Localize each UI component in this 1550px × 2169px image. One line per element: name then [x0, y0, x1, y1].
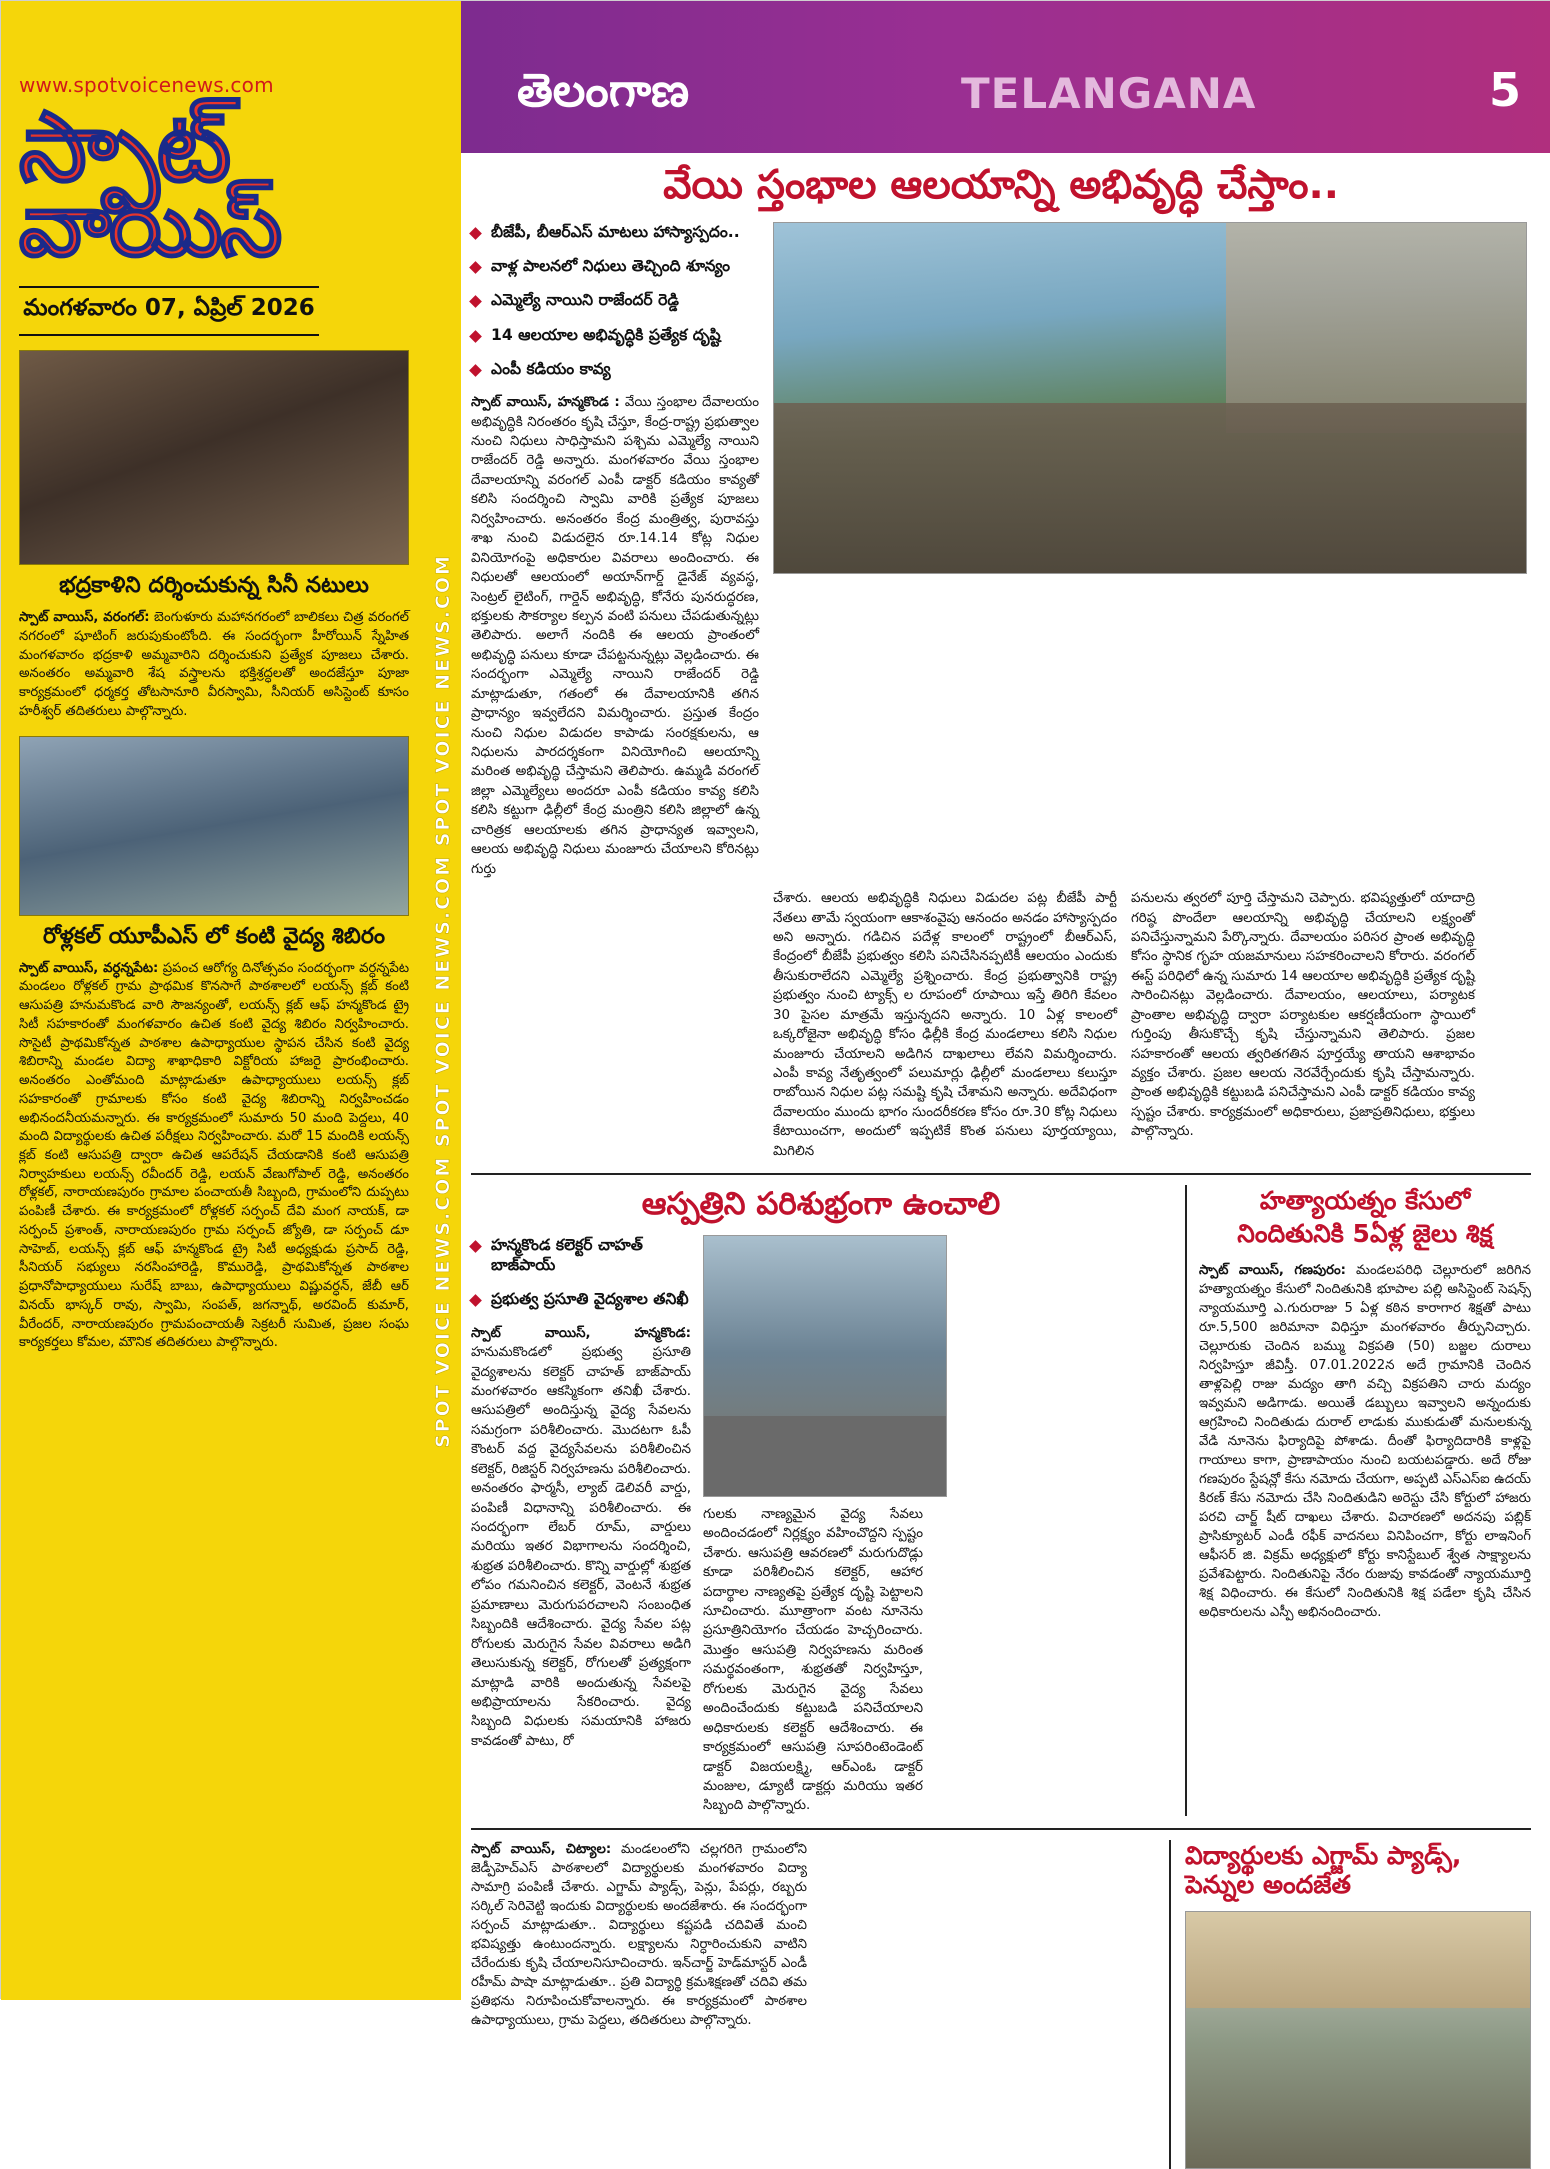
court-story [1185, 1185, 1531, 1816]
story-body: మండలపరిధి చెల్లూరులో జరిగిన హత్యాయత్నం కేసులో నిందితునికి భూపాల పల్లి అసిస్టెంట్ సెషన్స్ న్యాయమూర్తి ఎ.గురురాజు 5 ఏళ్ల కఠిన కారాగార శిక్షతో పాటు రూ.5,500 జరిమానా విధిస్తూ మంగళవారం తీర్పునిచ్చారు. చెల్లూరుకు చెందిన బమ్ము విక్రపతి (50) బజ్జల దురాలు నిర్వహిస్తూ జీవిస్తీ. 07.01.2022న అదే గ్రామానికి చెందిన తాళ్లపెల్లి రాజు మద్యం తాగి వచ్చి విక్రపతిని చారు మద్యం ఇవ్వమని అడిగాడు. అయితే డబ్బులు ఇవ్వాలని అన్నందుకు ఆగ్రహించి నిందితుడు దురాల్ లాడుకు ముకుడుతో మనులకున్న వేడి నూనెను ఫిర్యాదిపై పోశాడు. దీంతో ఫిర్యాదిదారికి కాళ్లపై గాయాలు కాగా, ప్రాణాపాయం నుంచి బయటపడ్డారు. అదే రోజు గణపురం స్టేషన్లో కేసు నమోదు చేయగా, అప్పటి ఎస్ఎస్ఐ ఉదయ్ కిరణ్ కేసు నమోదు చేసి నిందితుడిని అరెస్టు చేసి కోర్టులో హాజరు పరచి చార్జ్ షీట్ దాఖలు చేశారు. విచారణలో అదనపు పబ్లిక్ ప్రాసిక్యూటర్ ఎండీ రఫీక్ వాదనలు వినిపించగా, కోర్టు లాఇనింగ్ ఆఫీసర్ జి. విక్రమ్ అధ్యక్షులో కోర్టు కానిస్టేబుల్ శ్వేత సాక్ష్యాలను ప్రవేశపెట్టారు. నిందితునిపై నేరం రుజువు కావడంతో న్యాయమూర్తి శిక్ష విధించారు. ఈ కేసులో నిందితునికి శిక్ష పడేలా కృషి చేసిన అధికారులను ఎస్పీ అభినందించారు. [1199, 1262, 1531, 1620]
photo-eye-camp [19, 736, 409, 916]
main-content [461, 1, 1550, 2028]
story-body: వేయి స్తంభాల దేవాలయం అభివృద్ధికి నిరంతరం కృషి చేస్తూ, కేంద్ర-రాష్ట్ర ప్రభుత్వాల నుంచి నిధులు సాధిస్తామని పశ్చిమ ఎమ్మెల్యే నాయిని రాజేందర్ రెడ్డి అన్నారు. మంగళవారం వేయి స్తంభాల దేవాలయాన్ని వరంగల్ ఎంపీ డాక్టర్ కడియం కావ్యతో కలిసి సందర్శించి స్వామి వారికి ప్రత్యేక పూజలు నిర్వహించారు. అనంతరం కేంద్ర మంత్రిత్వ, పురావస్తు శాఖ నుంచి విడుదలైన రూ.14.14 కోట్ల నిధుల వినియోగంపై అధికారుల వివరాలు అందించారు. ఈ నిధులతో ఆలయంలో అయాన్‌గార్డ్ డైనేజ్ వ్యవస్థ, సెంట్రల్ లైటింగ్, గార్డెన్ అభివృద్ధి, కోనేరు పునరుద్ధరణ, భక్తులకు సౌకర్యాల కల్పన వంటి పనులు చేపడుతున్నట్లు తెలిపారు. అలాగే నందికి ఈ ఆలయ ప్రాంతంలో అభివృద్ధి పనులు కూడా చేపట్టనున్నట్లు వెల్లడించారు. ఈ సందర్భంగా ఎమ్మెల్యే నాయిని రాజేందర్ రెడ్డి మాట్లాడుతూ, గతంలో ఈ దేవాలయానికి తగిన ప్రాధాన్యం ఇవ్వలేదని విమర్శించారు. ప్రస్తుత కేంద్రం నుంచి నిధుల విడుదల కాపాడు సంరక్షకులను, ఆ నిధులను పారదర్శకంగా వినియోగించి ఆలయాన్ని మరింత అభివృద్ధి చేస్తామని తెలిపారు. ఉమ్మడి వరంగల్ జిల్లా ఎమ్మెల్యేలు అందరూ ఎంపీ కడియం కావ్య కలిసి కలిసి కట్టుగా ఢిల్లీలో కేంద్ర మంత్రిని కలిసి జిల్లాలో ఉన్న చారిత్రక ఆలయాలకు తగిన ప్రాధాన్యత ఇవ్వాలని, ఆలయ అభివృద్ధి నిధులు మంజూరు చేయాలని కోరినట్లు గుర్తు [471, 395, 759, 877]
byline: స్పాట్ వాయిస్, హన్మకొండ : [471, 395, 620, 411]
page-header-band [461, 1, 1550, 153]
school-text [471, 1840, 807, 2030]
page-number: 5 [1488, 63, 1521, 117]
hospital-headline: ఆస్పత్రిని పరిశుభ్రంగా ఉంచాలి [641, 1186, 1001, 1223]
lead-spacer [471, 889, 759, 1161]
school-right [1185, 1840, 1531, 2169]
list-item: ఎమ్మెల్యే నాయిని రాజేందర్ రెడ్డి [471, 290, 759, 310]
masthead-line-1: స్పాట్ [19, 91, 229, 203]
court-headline-line-1: హత్యాయత్నం కేసులో [1259, 1186, 1471, 1216]
list-item: 14 ఆలయాల అభివృద్ధికి ప్రత్యేక దృష్టి [471, 325, 759, 345]
left-sidebar [1, 1, 461, 2000]
header-title-telugu: తెలంగాణ [517, 63, 690, 117]
photo-students [1185, 1911, 1531, 2169]
masthead [19, 91, 407, 277]
byline: స్పాట్ వాయిస్, హన్మకొండ: [471, 1325, 691, 1341]
list-item: ప్రభుత్వ ప్రసూతి వైద్యశాల తనిఖీ [471, 1289, 691, 1309]
school-columns [471, 1840, 1157, 2030]
photo-bhadrakali [19, 350, 409, 565]
story-body: బెంగుళూరు మహానగరంలో బాలికలు చిత్ర వరంగల్ నగరంలో షూటింగ్ జరుపుకుంటోంది. ఈ సందర్భంగా హీరోయిన్ స్నేహిత మంగళవారం భద్రకాళి అమ్మవారిని దర్శించుకుని ప్రత్యేక పూజలు చేశారు. అనంతరం అమ్మవారి శేష వస్త్రాలను భక్తిశ్రద్ధలతో అందజేస్తూ పూజా కార్యక్రమంలో ధర్మకర్త తోటసానూరి వీరస్వామి, సీనియర్ అసిస్టెంట్ కూసం హరీశ్వర్ తదితరులు పాల్గొన్నారు. [19, 610, 409, 719]
divider-2 [471, 1828, 1531, 1830]
lead-headline: వేయి స్తంభాల ఆలయాన్ని అభివృద్ధి చేస్తాం.. [663, 162, 1339, 208]
story-body: మండలంలోని చల్లగరిగె గ్రామంలోని జెడ్పీహెచ్ఎస్ పాఠశాలలో విద్యార్థులకు మంగళవారం విద్యా సామాగ్రి పంపిణీ చేశారు. ఎగ్జామ్ ప్యాడ్స్, పెన్లు, పేపర్లు, రబ్బరు సర్కిల్ సెరివెట్టి ఇందుకు విద్యార్థులకు అందజేశారు. ఈ సందర్భంగా సర్పంచ్ మాట్లాడుతూ.. విద్యార్థులు కష్టపడి చదివితే మంచి భవిష్యత్తు ఉంటుందన్నారు. లక్ష్యాలను నిర్ధారించుకుని వాటిని చేరేందుకు కృషి చేయాలనిసూచించారు. ఇన్‌చార్జ్ హెడ్‌మాస్టర్ ఎండీ రహీమ్ పాషా మాట్లాడుతూ.. ప్రతి విద్యార్థి క్రమశిక్షణతో చదివి తమ ప్రతిభను నిరూపించుకోవాలన్నారు. ఈ కార్యక్రమంలో పాఠశాల ఉపాధ్యాయులు, గ్రామ పెద్దలు, తదితరులు పాల్గొన్నారు. [471, 1841, 807, 2028]
hospital-col-2 [703, 1235, 923, 1816]
byline: స్పాట్ వాయిస్, చిట్యాల: [471, 1841, 612, 1857]
lead-bullet-list [471, 222, 759, 379]
photo-caption-eye-camp: రోళ్లకల్ యూపీఎస్ లో కంటి వైద్య శిబిరం [42, 923, 386, 949]
third-section [471, 1840, 1531, 2169]
vertical-watermark-text: SPOT VOICE NEWS.COM SPOT VOICE NEWS.COM SPOT VOICE NEWS.COM [432, 553, 454, 1448]
story-body: ప్రపంచ ఆరోగ్య దినోత్సవం సందర్భంగా వర్ధన్నపేట మండలం రోళ్లకల్ గ్రామ ప్రాథమిక కొనసాగే పాఠశాలలో లయన్స్ క్లబ్ కంటి ఆసుపత్రి హనుమకొండ వారి సౌజన్యంతో, లయన్స్ క్లబ్ ఆఫ్ హన్మకొండ ట్రై సిటీ సహకారంతో మంగళవారం ఉచిత కంటి వైద్య శిబిరం నిర్వహించారు. సొసైటీ ప్రాథమికోన్నత పాఠశాల ఉపాధ్యాయుల స్థాపన చేసిన కంటి వైద్య శిబిరాన్ని మండల విద్యా శాఖాధికారి విక్టోరియ హాజరై ప్రారంభించారు. అనంతరం ఎంతోమంది మాట్లాడుతూ ఉపాధ్యాయులు లయన్స్ క్లబ్ సహకారంతో గ్రామాలకు కోసం కంటి వైద్య శిబిరాన్ని నిర్వహించడం అభినందనీయమన్నారు. ఈ కార్యక్రమంలో సుమారు 50 మంది పెద్దలు, 40 మంది విద్యార్థులకు ఉచిత పరీక్షలు నిర్వహించారు. మరో 15 మందికి లయన్స్ క్లబ్ కంటి ఆసుపత్రి ద్వారా ఉచిత ఆపరేషన్ చేయడానికి కంటి ఆసుపత్రి నిర్వాహకులు లయన్స్ రవీందర్ రెడ్డి, లయన్ వేణుగోపాల్ రెడ్డి, అనంతరం రోళ్లకల్, నారాయణపురం గ్రామాల పంచాయతీ సిబ్బంది, గ్రామంలోని దుప్పటు పంపిణీ చేశారు. ఈ కార్యక్రమంలో రోళ్లకల్ సర్పంచ్ దేవి మంగ నాయక్, డా సర్పంచ్ ప్రశాంత్, నారాయణపురం గ్రామ సర్పంచ్ జ్యోతి, డా సర్పంచ్ డూ సాహెబ్, లయన్స్ క్లబ్ ఆఫ్ హన్మకొండ ట్రై సిటీ అధ్యక్షుడు ప్రసాద్ రెడ్డి, సీనియర్ సభ్యులు నరసింహారెడ్డి, కొమురెడ్డి, ప్రాథమికోన్నత పాఠశాల ప్రధానోపాధ్యాయులు సురేష్ బాబు, ఉపాధ్యాయులు విష్ణువర్ధన్, జేబీ ఆర్ వినయ్ భాస్కర్ రావు, స్వామి, సంపత్, జగన్నాథ్, అరవింద్ కుమార్, వీరేందర్, నారాయణపురం గ్రామపంచాయతీ సెక్రటరీ సుమిత, ప్రజల సంఘ కార్యకర్తలు కోమల, మౌనిక తదితరులు పాల్గొన్నారు. [19, 960, 410, 1351]
photo-crowd [774, 403, 1527, 573]
lead-column-3: పనులను త్వరలో పూర్తి చేస్తామని చెప్పారు. భవిష్యత్తులో యాదాద్రి గరిష్ఠ పొందేలా ఆలయాన్ని అభివృద్ధి చేయాలని లక్ష్యంతో పనిచేస్తున్నామని పేర్కొన్నారు. దేవాలయం పరిసర ప్రాంత అభివృద్ధి కోసం స్థానిక గృహ యజమానులు సహకరించాలని కోరారు. వరంగల్ ఈస్ట్ పరిధిలో ఉన్న సుమారు 14 ఆలయాల అభివృద్ధికి ప్రత్యేక దృష్టి సారించినట్లు వెల్లడించారు. దేవాలయం, ఆలయాలు, పర్యాటక ప్రాంతాల అభివృద్ధి ద్వారా పర్యాటకుల ఆకర్షణీయంగా స్థాయిలో గుర్తింపు తీసుకొచ్చే కృషి చేస్తున్నామని తెలిపారు. ప్రజల సహకారంతో ఆలయ త్వరితగతిన పూర్తయ్యే తాయని ఆశాభావం వ్యక్తం చేశారు. ప్రజల ఆలయ నెరవేర్చేందుకు కృషి చేస్తామన్నారు. ప్రాంత అభివృద్ధికి కట్టుబడి పనిచేస్తామని ఎంపీ డాక్టర్ కడియం కావ్య స్పష్టం చేశారు. కార్యక్రమంలో అధికారులు, ప్రజాప్రతినిధులు, భక్తులు పాల్గొన్నారు. [1131, 891, 1475, 1140]
photo-temple-structure [1226, 223, 1526, 433]
hospital-col-1 [471, 1235, 691, 1816]
list-item: వాళ్ల పాలనలో నిధులు తెచ్చింది శూన్యం [471, 256, 759, 276]
byline: స్పాట్ వాయిస్, వరంగల్: [19, 610, 150, 626]
photo-road [704, 1416, 946, 1496]
publication-date: మంగళవారం 07, ఏప్రిల్ 2026 [19, 286, 319, 336]
hospital-bullet-list [471, 1235, 691, 1310]
byline: స్పాట్ వాయిస్, గణపురం: [1199, 1262, 1346, 1278]
story-text-bhadrakali [19, 609, 409, 721]
school-headline: విద్యార్థులకు ఎగ్జామ్ ప్యాడ్స్, పెన్నుల అందజేత [1185, 1840, 1462, 1899]
list-item: హన్మకొండ కలెక్టర్ చాహత్ బాజ్‌పాయ్ [471, 1235, 691, 1276]
divider [471, 1173, 1531, 1175]
hospital-text-2: గులకు నాణ్యమైన వైద్య సేవలు అందించడంలో నిర్లక్ష్యం వహించొద్దని స్పష్టం చేశారు. ఆసుపత్రి ఆవరణలో మరుగుదొడ్లు కూడా పరిశీలించిన కలెక్టర్, ఆహార పదార్థాల నాణ్యతపై ప్రత్యేక దృష్టి పెట్టాలని సూచించారు. మూత్రాంగా వంట నూనెను ప్రసూత్రినియోగం చేయడం హెచ్చరించారు. మొత్తం ఆసుపత్రి నిర్వహణను మరింత సమర్థవంతంగా, శుభ్రతతో నిర్వహిస్తూ, రోగులకు మెరుగైన వైద్య సేవలు అందించేందుకు కట్టుబడి పనిచేయాలని అధికారులకు కలెక్టర్ ఆదేశించారు. ఈ కార్యక్రమంలో ఆసుపత్రి సూపరింటెండెంట్ డాక్టర్ విజయలక్ష్మి, ఆర్ఎంఓ డాక్టర్ మంజుల, డ్యూటీ డాక్టర్లు మరియు ఇతర సిబ్బంది పాల్గొన్నారు. [703, 1506, 923, 1814]
lead-column-1 [471, 393, 759, 879]
second-section [471, 1185, 1531, 1816]
story-text-eye-camp [19, 960, 409, 1353]
photo-caption-bhadrakali: భద్రకాళిని దర్శించుకున్న సినీ నటులు [59, 573, 369, 599]
masthead-line-2: వాయిస్ [19, 173, 281, 277]
lead-bottom-row [471, 889, 1531, 1161]
header-title-english: TELANGANA [961, 69, 1257, 118]
lead-column-2: చేశారు. ఆలయ అభివృద్ధికి నిధులు విడుదల పట్ల బీజేపీ పార్టీ నేతలు తామే స్వయంగా ఆకాశంవైపు ఆనందం అనడం హాస్యాస్పదం అని అన్నారు. గడిచిన పదేళ్ల కాలంలో రాష్ట్రంలో బీఆర్ఎస్, కేంద్రంలో బీజేపీ ప్రభుత్వం కలిసి పనిచేసినప్పటికీ ఆలయం ఎందుకు తీసుకురాలేదని ఎమ్మెల్యే ప్రశ్నించారు. కేంద్ర ప్రభుత్వానికి రాష్ట్ర ప్రభుత్వం నుంచి ట్యాక్స్ ల రూపంలో రూపాయి ఇస్తే తిరిగి కేవలం 30 పైసల మాత్రమే ఇస్తున్నదని అన్నారు. 10 ఏళ్ల కాలంలో ఒక్కరోజైనా అభివృద్ధి కోసం ఢిల్లీకి కేంద్ర మండలాలు కలిసి నిధుల మంజూరు చేయాలని అడిగిన దాఖలాలు లేవని విమర్శించారు. ఎంపీ కావ్య నేతృత్వంలో పలుమార్లు ఢిల్లీలో మండలాలు కలుస్తూ రాబోయిన నిధుల పట్ల సమష్టి కృషి చేశామని అన్నారు. అదేవిధంగా దేవాలయం ముందు భాగం సుందరీకరణ కోసం రూ.30 కోట్ల నిధులు కేటాయించగా, అందులో ఇప్పటికే కొంత పనులు పూర్తయ్యాయి, మిగిలిన [773, 891, 1117, 1159]
story-body: హనుమకొండలో ప్రభుత్వ ప్రసూతి వైద్యశాలను కలెక్టర్ చాహత్ బాజ్‌పాయ్ మంగళవారం ఆకస్మికంగా తనిఖీ చేశారు. ఆసుపత్రిలో అందిస్తున్న వైద్య సేవలను సమగ్రంగా పరిశీలించారు. మొదటగా ఓపీ కౌంటర్ వద్ద వైద్యసేవలను పరిశీలించిన కలెక్టర్, రిజిస్టర్ నిర్వహణను పరిశీలించారు. అనంతరం ఫార్మసీ, ల్యాబ్ డెలివరీ వార్డు, పంపిణీ విధానాన్ని పరిశీలించారు. ఈ సందర్భంగా లేబర్ రూమ్, వార్డులు మరియు ఇతర విభాగాలను సందర్శించి, శుభ్రత పరిశీలించారు. కొన్ని వార్డుల్లో శుభ్రత లోపం గమనించిన కలెక్టర్, వెంటనే శుభ్రత ప్రమాణాలు మెరుగుపరచాలని సంబంధిత సిబ్బందికి ఆదేశించారు. వైద్య సేవల పట్ల రోగులకు మెరుగైన సేవల వివరాలు అడిగి తెలుసుకున్న కలెక్టర్, రోగులతో ప్రత్యక్షంగా మాట్లాడి వారికి అందుతున్న సేవలపై అభిప్రాయాలను సేకరించారు. వైద్య సిబ్బంది విధులకు సమయానికి హాజరు కావడంతో పాటు, రో [471, 1345, 691, 1749]
photo-school-wall [1186, 1912, 1530, 2008]
vertical-watermark-strip [425, 1, 461, 2000]
school-story [471, 1840, 1171, 2169]
photo-hospital-inspection [703, 1235, 947, 1497]
photo-temple-visit [773, 222, 1527, 574]
court-headline-line-2: నిందితునికి 5ఏళ్ల జైలు శిక్ష [1237, 1218, 1493, 1248]
hospital-text-1 [471, 1324, 691, 1752]
lead-bullet-column [471, 222, 759, 879]
list-item: బీజేపీ, బీఆర్ఎస్ మాటలు హాస్యాస్పదం.. [471, 222, 759, 242]
hospital-columns [471, 1235, 1171, 1816]
court-story-text [1199, 1261, 1531, 1622]
lead-top-row [471, 222, 1531, 879]
byline: స్పాట్ వాయిస్, వర్ధన్నపేట: [19, 960, 159, 976]
hospital-story [471, 1185, 1171, 1816]
site-url[interactable]: www.spotvoicenews.com [19, 73, 274, 97]
list-item: ఎంపీ కడియం కావ్య [471, 359, 759, 379]
